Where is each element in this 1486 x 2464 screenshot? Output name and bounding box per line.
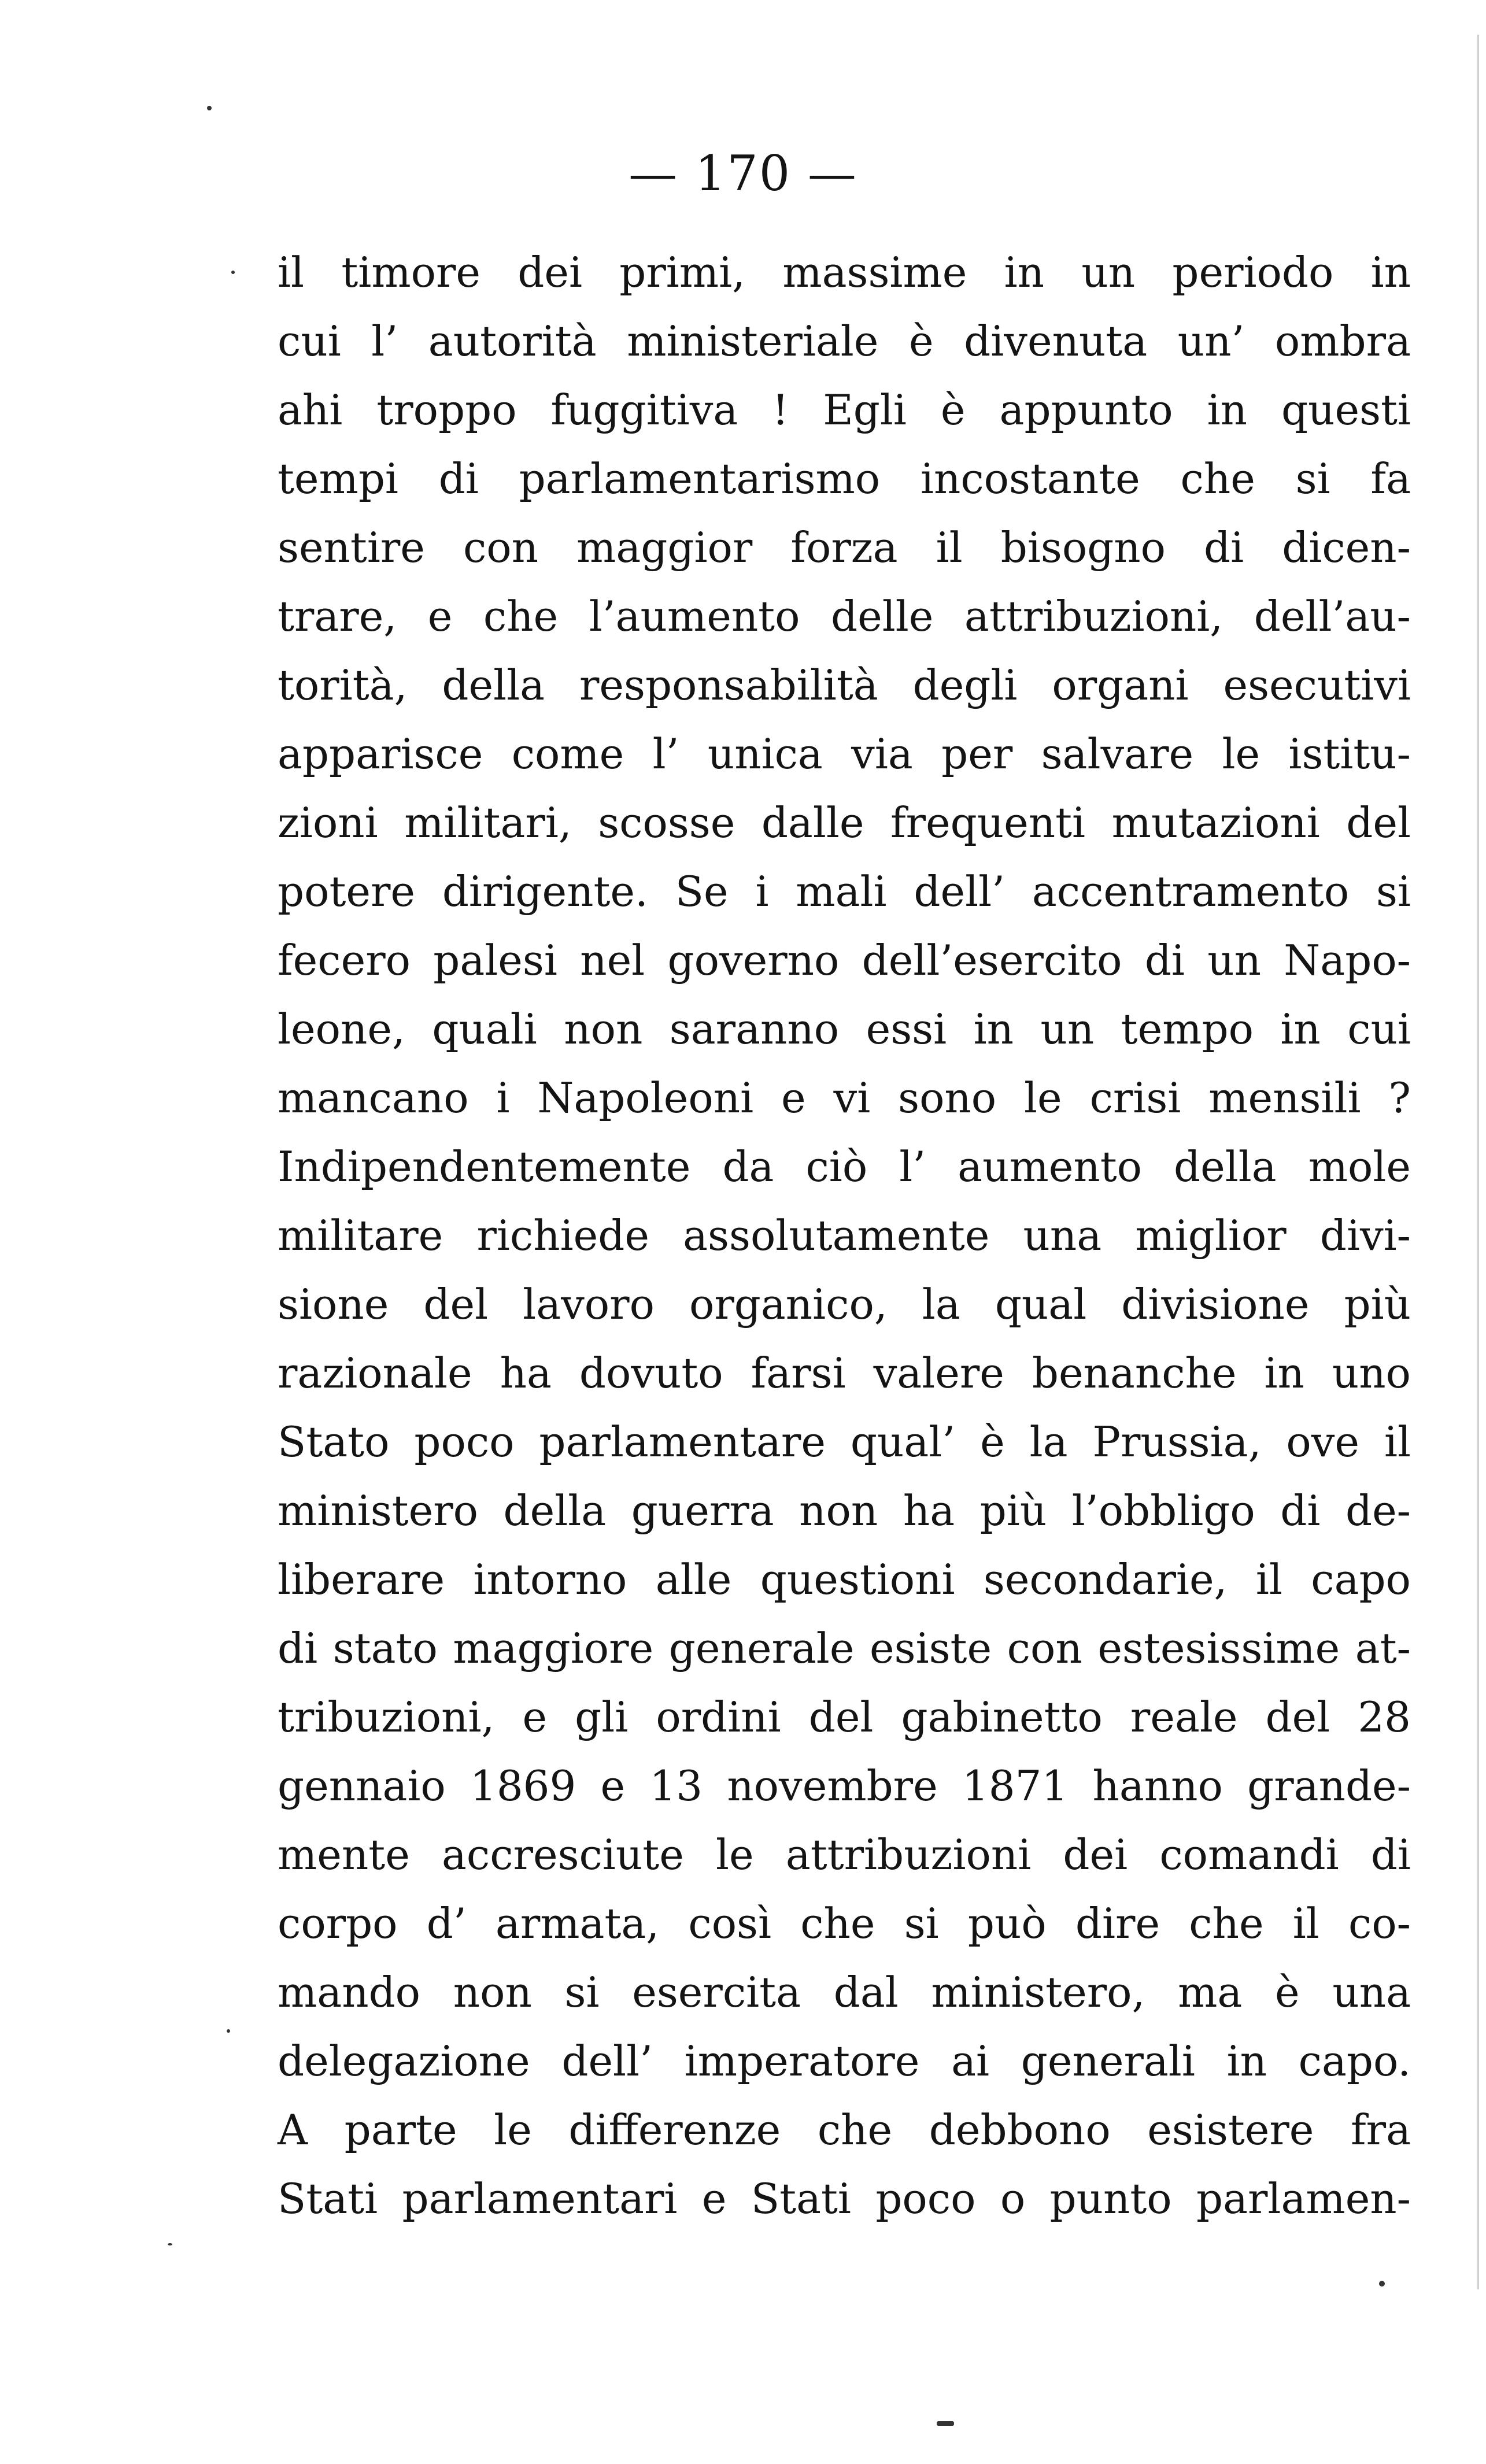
text-line: delegazione dell’ imperatore ai generali in capo. xyxy=(278,2037,1411,2085)
text-line: Indipendentemente da ciò l’ aumento della mole xyxy=(278,1142,1411,1191)
text-line: fecero palesi nel governo dell’esercito di un Napo- xyxy=(278,936,1411,985)
text-line: razionale ha dovuto farsi valere benanche in uno xyxy=(278,1349,1411,1397)
text-line: potere dirigente. Se i mali dell’ accentramento si xyxy=(278,867,1411,916)
text-line: sentire con maggior forza il bisogno di dicen- xyxy=(278,523,1411,572)
ink-speck xyxy=(207,106,212,110)
text-line: trare, e che l’aumento delle attribuzioni, dell’au- xyxy=(278,592,1411,641)
page-number: — 170 — xyxy=(629,145,857,202)
ink-speck xyxy=(1379,2281,1385,2287)
text-line: tribuzioni, e gli ordini del gabinetto reale del 28 xyxy=(278,1693,1411,1741)
text-line: di stato maggiore generale esiste con estesissime at- xyxy=(278,1624,1411,1673)
text-line: Stati parlamentari e Stati poco o punto parlamen- xyxy=(278,2174,1411,2223)
text-line: ahi troppo fuggitiva ! Egli è appunto in questi xyxy=(278,386,1411,434)
text-line: sione del lavoro organico, la qual divisione più xyxy=(278,1280,1411,1329)
ink-speck xyxy=(937,2421,954,2426)
body-text xyxy=(278,238,1411,2233)
text-line: ministero della guerra non ha più l’obbligo di de- xyxy=(278,1486,1411,1535)
text-line: mente accresciute le attribuzioni dei comandi di xyxy=(278,1830,1411,1879)
text-line: apparisce come l’ unica via per salvare le istitu- xyxy=(278,730,1411,778)
text-line: militare richiede assolutamente una miglior divi- xyxy=(278,1211,1411,1260)
text-line: tempi di parlamentarismo incostante che si fa xyxy=(278,454,1411,503)
text-line: il timore dei primi, massime in un periodo in xyxy=(278,248,1411,297)
ink-speck xyxy=(231,271,235,274)
text-line: mando non si esercita dal ministero, ma è una xyxy=(278,1968,1411,2017)
ink-speck xyxy=(227,2029,230,2033)
page-edge-shadow xyxy=(1477,35,1479,2289)
text-line: Stato poco parlamentare qual’ è la Prussia, ove il xyxy=(278,1418,1411,1466)
text-line: zioni militari, scosse dalle frequenti mutazioni del xyxy=(278,798,1411,847)
text-line: gennaio 1869 e 13 novembre 1871 hanno grande- xyxy=(278,1762,1411,1810)
text-line: corpo d’ armata, così che si può dire che il co- xyxy=(278,1899,1411,1948)
text-line: liberare intorno alle questioni secondarie, il capo xyxy=(278,1555,1411,1604)
text-line: mancano i Napoleoni e vi sono le crisi mensili ? xyxy=(278,1074,1411,1122)
text-line: torità, della responsabilità degli organi esecutivi xyxy=(278,661,1411,709)
text-line: cui l’ autorità ministeriale è divenuta un’ ombra xyxy=(278,317,1411,365)
text-line: leone, quali non saranno essi in un tempo in cui xyxy=(278,1005,1411,1053)
text-line: A parte le differenze che debbono esistere fra xyxy=(278,2106,1411,2154)
ink-speck xyxy=(168,2243,172,2245)
